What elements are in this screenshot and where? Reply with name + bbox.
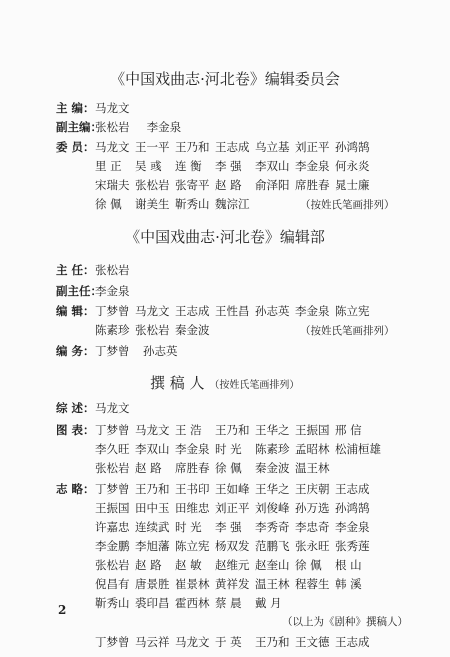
page-number: 2 xyxy=(58,603,67,617)
name: 马龙文 xyxy=(135,304,170,318)
name: 程蓉生 xyxy=(295,577,330,591)
name: 席胜春 xyxy=(295,178,330,192)
name: 温王林 xyxy=(295,461,330,475)
name: 李秀奇 xyxy=(255,520,290,534)
director-label: 主 任： xyxy=(56,263,95,277)
name: 许嘉忠 xyxy=(95,520,130,534)
name: 张松岩 xyxy=(95,558,130,572)
name: 根 山 xyxy=(335,558,362,572)
name: 杨双发 xyxy=(215,539,250,553)
members-row xyxy=(95,139,370,155)
name: 陈素珍 xyxy=(95,323,130,337)
name: 陈立宪 xyxy=(175,539,210,553)
name: 马龙文 xyxy=(95,140,130,154)
name: 张寄平 xyxy=(175,178,210,192)
name: 王华之 xyxy=(255,423,290,437)
name: 徐 佩 xyxy=(295,558,322,572)
name: 马龙文 xyxy=(135,423,170,437)
writers-title xyxy=(150,372,299,393)
name: 晁士廉 xyxy=(335,178,370,192)
name: 靳秀山 xyxy=(95,596,130,610)
name: 刘正平 xyxy=(295,140,330,154)
name: 孟昭林 xyxy=(295,442,330,456)
name: 李忠奇 xyxy=(295,520,330,534)
name: 李 强 xyxy=(215,520,242,534)
name: 倪昌有 xyxy=(95,577,130,591)
name: 孙志英 xyxy=(143,344,178,358)
name: 丁梦曾 xyxy=(95,635,130,649)
name: 刘俊峰 xyxy=(255,501,290,515)
name: 赵 路 xyxy=(135,461,162,475)
name: 赵奎山 xyxy=(255,558,290,572)
members-row xyxy=(95,158,370,174)
name: 时 光 xyxy=(215,442,242,456)
name: 丁梦曾 xyxy=(95,344,130,358)
name: 徐 佩 xyxy=(215,461,242,475)
name: 孙志英 xyxy=(255,304,290,318)
name: 李金泉 xyxy=(335,520,370,534)
name: 席胜春 xyxy=(175,461,210,475)
name: 王乃和 xyxy=(175,140,210,154)
name: 丁梦曾 xyxy=(95,304,130,318)
name: 赵维元 xyxy=(215,558,250,572)
name: 刘正平 xyxy=(215,501,250,515)
name: 李双山 xyxy=(135,442,170,456)
name: 王志成 xyxy=(335,635,370,649)
editors-row xyxy=(95,303,370,319)
name: 张松岩 xyxy=(95,120,130,134)
name: 马云祥 xyxy=(135,635,170,649)
records-row xyxy=(95,595,282,611)
editorial-order-note: （按姓氏笔画排列） xyxy=(300,325,395,337)
name: 靳秀山 xyxy=(175,197,210,211)
name: 孙鸿鹄 xyxy=(335,501,370,515)
tables-row xyxy=(95,460,330,476)
records-label: 志 略： xyxy=(56,482,95,496)
records-row xyxy=(95,557,362,573)
name: 李金鹏 xyxy=(95,539,130,553)
name: 孙鸿鹄 xyxy=(335,140,370,154)
name: 裘印昌 xyxy=(135,596,170,610)
drama-writers-note: （以上为《剧种》撰稿人） xyxy=(282,616,408,628)
overview-name: 马龙文 xyxy=(95,401,130,415)
records-row xyxy=(95,481,370,497)
name: 宋瑞夫 xyxy=(95,178,130,192)
name: 王振国 xyxy=(295,423,330,437)
name: 何永炎 xyxy=(335,159,370,173)
deputy-director-label: 副主任： xyxy=(56,284,102,298)
name: 王如峰 xyxy=(215,482,250,496)
members-label: 委 员： xyxy=(56,140,95,154)
name: 王书印 xyxy=(175,482,210,496)
editorial-title: 《中国戏曲志·河北卷》编辑部 xyxy=(125,228,325,246)
name: 张松岩 xyxy=(95,461,130,475)
tables-row xyxy=(95,422,362,438)
members-row xyxy=(95,196,250,212)
name: 王一平 xyxy=(135,140,170,154)
deputy-chief-names xyxy=(95,119,181,135)
records-row xyxy=(95,538,370,554)
editors-row xyxy=(95,322,210,338)
name: 里 正 xyxy=(95,159,122,173)
name: 王庆朝 xyxy=(295,482,330,496)
editors-label: 编 辑： xyxy=(56,304,95,318)
name: 时 光 xyxy=(175,520,202,534)
name: 连 衡 xyxy=(175,159,202,173)
name: 赵 敏 xyxy=(175,558,202,572)
name: 赵 路 xyxy=(135,558,162,572)
chief-editor-name: 马龙文 xyxy=(95,101,130,115)
name: 张秀莲 xyxy=(335,539,370,553)
name: 张永旺 xyxy=(295,539,330,553)
deputy-chief-label: 副主编： xyxy=(56,120,102,134)
writers-order-note: （按姓氏笔画排列） xyxy=(209,380,300,391)
name: 王志成 xyxy=(215,140,250,154)
name: 李金泉 xyxy=(146,120,182,134)
name: 陈素珍 xyxy=(255,442,290,456)
name: 孙万选 xyxy=(295,501,330,515)
name: 魏淙江 xyxy=(215,197,250,211)
name: 蔡 晨 xyxy=(215,596,242,610)
name: 陈立宪 xyxy=(335,304,370,318)
name: 张松岩 xyxy=(135,323,170,337)
overview-label: 综 述： xyxy=(56,401,95,415)
members-row xyxy=(95,177,370,193)
extra-writers-row xyxy=(95,634,370,650)
name: 秦金波 xyxy=(175,323,210,337)
name: 秦金波 xyxy=(255,461,290,475)
name: 李金泉 xyxy=(295,304,330,318)
name: 黄祥发 xyxy=(215,577,250,591)
name: 王文德 xyxy=(295,635,330,649)
name: 王乃和 xyxy=(215,423,250,437)
name: 马龙文 xyxy=(175,635,210,649)
name: 王振国 xyxy=(95,501,130,515)
name: 崔景林 xyxy=(175,577,210,591)
name: 李旭藩 xyxy=(135,539,170,553)
name: 吴 彧 xyxy=(135,159,162,173)
name: 俞泽阳 xyxy=(255,178,290,192)
name: 王乃和 xyxy=(135,482,170,496)
chief-editor-label: 主 编： xyxy=(56,101,95,115)
name: 王志成 xyxy=(175,304,210,318)
name: 李金泉 xyxy=(295,159,330,173)
name: 松浦桓雄 xyxy=(335,442,381,456)
name: 戴 月 xyxy=(255,596,282,610)
name: 赵 路 xyxy=(215,178,242,192)
committee-order-note: （按姓氏笔画排列） xyxy=(300,199,395,211)
name: 温王林 xyxy=(255,577,290,591)
name: 李金泉 xyxy=(175,442,210,456)
name: 田维忠 xyxy=(175,501,210,515)
records-row xyxy=(95,576,362,592)
editorial-affairs-label: 编 务： xyxy=(56,344,95,358)
name: 连续武 xyxy=(135,520,170,534)
tables-row xyxy=(95,441,381,457)
name: 乌立基 xyxy=(255,140,290,154)
tables-label: 图 表： xyxy=(56,423,95,437)
records-row xyxy=(95,500,370,516)
name: 韩 溪 xyxy=(335,577,362,591)
name: 丁梦曾 xyxy=(95,482,130,496)
name: 张松岩 xyxy=(135,178,170,192)
name: 王志成 xyxy=(335,482,370,496)
deputy-director-name: 李金泉 xyxy=(95,284,130,298)
name: 王 浩 xyxy=(175,423,202,437)
name: 王性昌 xyxy=(215,304,250,318)
name: 李久旺 xyxy=(95,442,130,456)
name: 王乃和 xyxy=(255,635,290,649)
name: 范鹏飞 xyxy=(255,539,290,553)
committee-title: 《中国戏曲志·河北卷》编辑委员会 xyxy=(110,70,340,88)
name: 王华之 xyxy=(255,482,290,496)
director-name: 张松岩 xyxy=(95,263,130,277)
name: 徐 佩 xyxy=(95,197,122,211)
writers-title-text: 撰 稿 人 xyxy=(150,374,205,392)
name: 李双山 xyxy=(255,159,290,173)
name: 唐景胜 xyxy=(135,577,170,591)
name: 邢 信 xyxy=(335,423,362,437)
name: 于 英 xyxy=(215,635,242,649)
name: 霍西林 xyxy=(175,596,210,610)
records-row xyxy=(95,519,370,535)
name: 丁梦曾 xyxy=(95,423,130,437)
name: 谢美生 xyxy=(135,197,170,211)
name: 李 强 xyxy=(215,159,242,173)
name: 田中玉 xyxy=(135,501,170,515)
editorial-affairs-names xyxy=(95,343,178,359)
